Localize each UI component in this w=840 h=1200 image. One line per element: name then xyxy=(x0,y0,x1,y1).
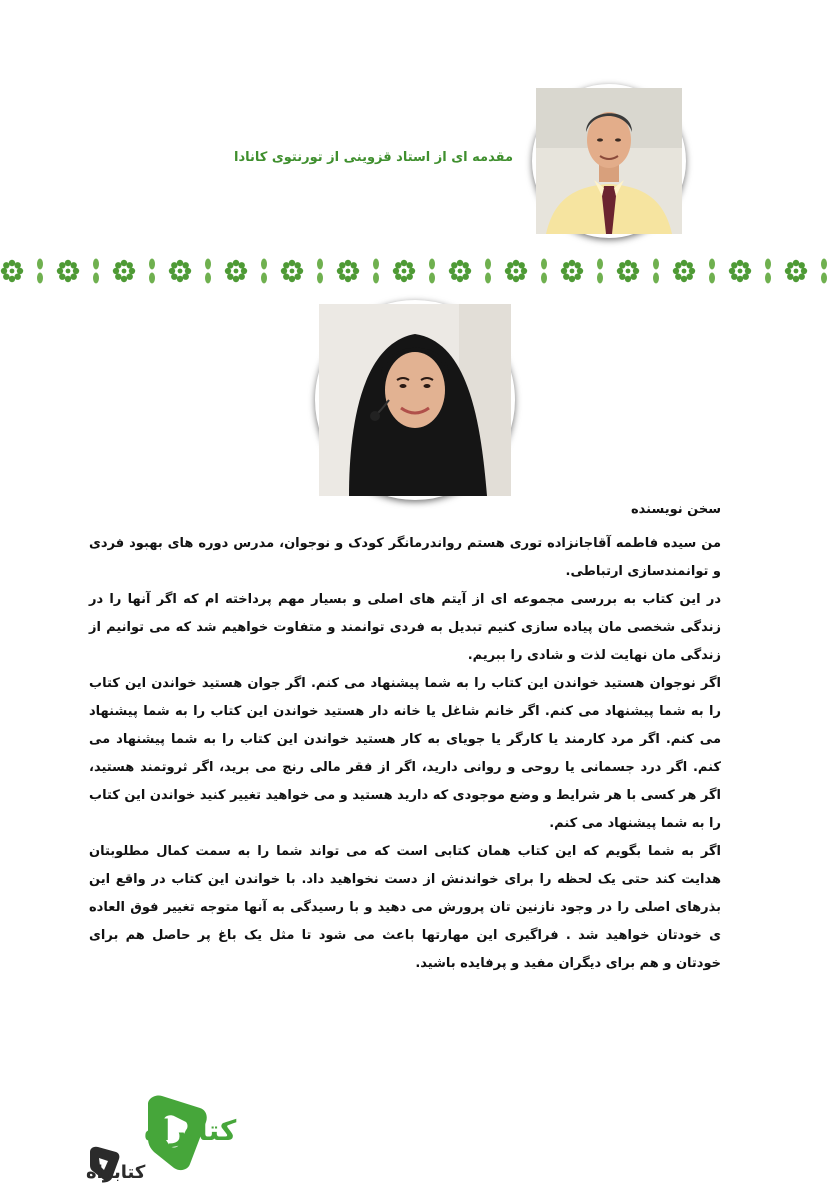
border-flower-ornament xyxy=(337,260,359,282)
border-leaf-ornament xyxy=(429,259,435,284)
border-leaf-ornament xyxy=(261,259,267,284)
border-leaf-ornament xyxy=(37,259,43,284)
border-leaf-ornament xyxy=(373,259,379,284)
ketabrah-logo xyxy=(40,1090,237,1190)
border-leaf-ornament xyxy=(765,259,771,284)
border-leaf-ornament xyxy=(93,259,99,284)
paragraph-4: اگر به شما بگویم که این کتاب همان کتابی است که می تواند شما را به سمت کمال مطلوبتان هدایت کند حتی یک لحظه را برای خواندنش از دست نخواهید داد. با خواندن این کتاب در واقع این بذرهای اصلی را در وجود نازنین تان پرورش می دهید و با رسیدگی به آنها متوجه تغییر فوق العاده ی خودتان خواهید شد . فراگیری این مهارتها باعث می شود تا مثل یک باغ پر حاصل هم برای خودتان و هم برای دیگران مفید و پرفایده باشید. xyxy=(89,844,721,971)
man-portrait-image xyxy=(536,88,682,234)
border-leaf-ornament xyxy=(541,259,547,284)
border-flower-ornament xyxy=(617,260,639,282)
border-leaf-ornament xyxy=(317,259,323,284)
border-leaf-ornament xyxy=(653,259,659,284)
author-note xyxy=(89,496,721,978)
intro-caption: مقدمه ای از استاد قزوینی از تورنتوی کانادا xyxy=(234,150,513,165)
border-leaf-ornament xyxy=(149,259,155,284)
border-flower-ornament xyxy=(113,260,135,282)
border-flower-ornament xyxy=(729,260,751,282)
border-flower-ornament xyxy=(785,260,807,282)
paragraph-2: در این کتاب به بررسی مجموعه ای از آیتم های اصلی و بسیار مهم پرداخته ام که اگر آنها را در زندگی شخصی مان پیاده سازی کنیم تبدیل به فردی توانمند و متفاوت خواهیم شد که می توانیم از زندگی مان نهایت لذت و شادی را ببریم. xyxy=(89,592,721,663)
border-flower-ornament xyxy=(449,260,471,282)
border-flower-ornament xyxy=(225,260,247,282)
logo-text-small: کتابراه xyxy=(86,1162,146,1183)
border-flower-ornament xyxy=(57,260,79,282)
border-leaf-ornament xyxy=(821,259,827,284)
border-flower-ornament xyxy=(281,260,303,282)
border-flower-ornament xyxy=(561,260,583,282)
border-leaf-ornament xyxy=(597,259,603,284)
border-flower-ornament xyxy=(673,260,695,282)
border-flower-ornament xyxy=(393,260,415,282)
border-flower-ornament xyxy=(1,260,23,282)
border-leaf-ornament xyxy=(205,259,211,284)
border-flower-ornament xyxy=(169,260,191,282)
logo-text-large: کتابراه xyxy=(144,1114,237,1147)
author-portrait xyxy=(315,300,515,500)
border-leaf-ornament xyxy=(709,259,715,284)
border-leaf-ornament xyxy=(485,259,491,284)
author-intro-portrait xyxy=(532,84,686,238)
border-flower-ornament xyxy=(505,260,527,282)
paragraph-1: من سیده فاطمه آقاجانزاده توری هستم رواندرمانگر کودک و نوجوان، مدرس دوره های بهبود فردی و توانمندسازی ارتباطی. xyxy=(89,536,721,579)
section-heading: سخن نویسنده xyxy=(630,502,721,517)
woman-portrait-image xyxy=(319,304,511,496)
floral-border-divider xyxy=(0,252,840,290)
paragraph-3: اگر نوجوان هستید خواندن این کتاب را به شما پیشنهاد می کنم. اگر جوان هستید خواندن این کتاب را به شما پیشنهاد می کنم. اگر خانم شاغل یا خانه دار هستید خواندن این کتاب را به شما پیشنهاد می کنم. اگر مرد کارمند یا کارگر یا جویای به کار هستید خواندن این کتاب را به شما پیشنهاد می کنم. اگر درد جسمانی یا روحی و روانی دارید، اگر از فقر مالی رنج می برید، اگر ثروتمند هستید، اگر هر کسی با هر شرایط و وضع موجودی که دارید هستید و می خواهید تغییر کنید خواندن این کتاب را به شما پیشنهاد می کنم. xyxy=(89,676,721,831)
